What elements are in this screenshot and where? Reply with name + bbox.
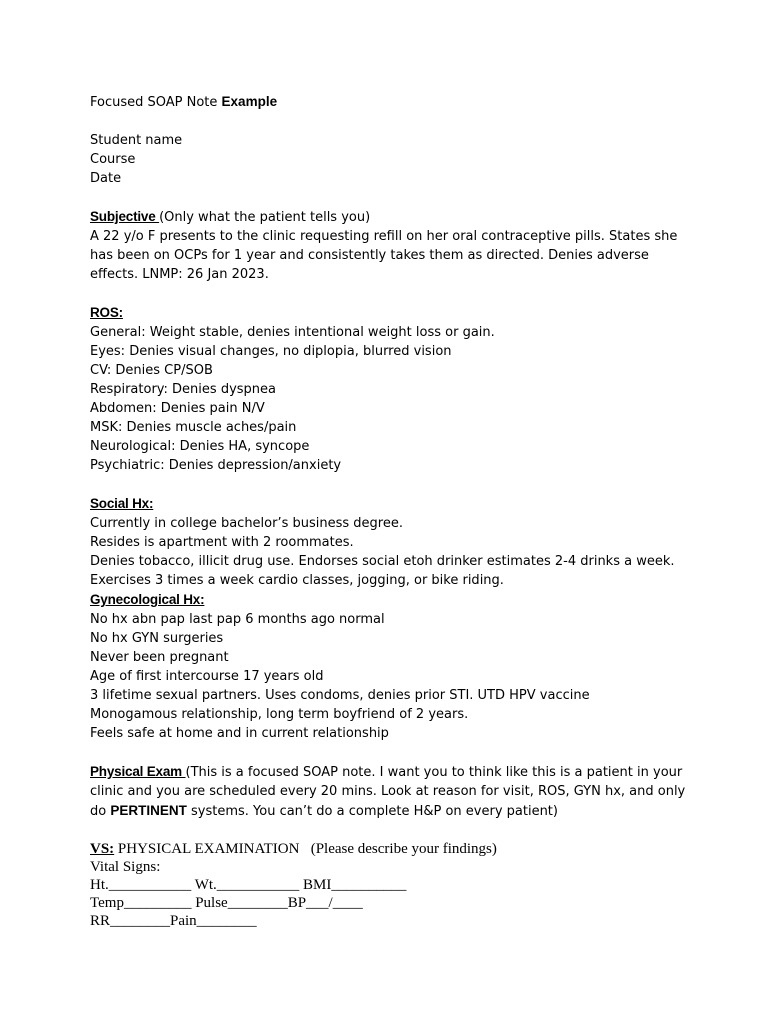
vs-line: Ht.___________ Wt.___________ BMI__________ [90, 877, 407, 893]
ros-item: Eyes: Denies visual changes, no diplopia, blurred vision [90, 344, 452, 359]
subjective-note: (Only what the patient tells you) [159, 210, 371, 225]
physical-exam-text-2: systems. You can’t do a complete H&P on every patient) [186, 804, 558, 819]
social-item: Currently in college bachelor’s business degree. [90, 516, 403, 531]
vs-header [90, 840, 690, 858]
ros-item: Neurological: Denies HA, syncope [90, 439, 310, 454]
vs-heading: VS: [90, 841, 115, 857]
gyn-item: 3 lifetime sexual partners. Uses condoms, denies prior STI. UTD HPV vaccine [90, 688, 590, 703]
vs-line: RR________Pain________ [90, 913, 257, 929]
social-item: Resides is apartment with 2 roommates. [90, 535, 354, 550]
field-date: Date [90, 171, 122, 186]
ros-item: CV: Denies CP/SOB [90, 363, 213, 378]
vs-line: Vital Signs: [90, 859, 161, 875]
ros-item: MSK: Denies muscle aches/pain [90, 420, 297, 435]
field-student-name: Student name [90, 133, 183, 148]
title-prefix: Focused SOAP Note [90, 95, 222, 110]
gyn-item: No hx GYN surgeries [90, 631, 224, 646]
document-page [90, 92, 690, 930]
social-heading: Social Hx: [90, 496, 154, 511]
ros-heading: ROS: [90, 305, 123, 320]
subjective-heading: Subjective [90, 209, 160, 224]
gyn-item: Age of first intercourse 17 years old [90, 669, 324, 684]
social-item: Denies tobacco, illicit drug use. Endorses social etoh drinker estimates 2-4 drinks a week. [90, 554, 675, 569]
ros-item: Abdomen: Denies pain N/V [90, 401, 265, 416]
physical-exam-text-1: (This is a focused SOAP note. I want you to think like this is a patient in your clinic and you are scheduled every 20 mins. Look at reason for visit, ROS, GYN hx, and only do [90, 765, 686, 819]
physical-exam-heading: Physical Exam [90, 764, 186, 779]
subjective-header [90, 207, 690, 227]
gyn-item: Never been pregnant [90, 650, 229, 665]
title-bold: Example [221, 94, 278, 109]
physical-exam-bold: PERTINENT [110, 803, 187, 818]
gyn-item: No hx abn pap last pap 6 months ago normal [90, 612, 385, 627]
vs-text: PHYSICAL EXAMINATION (Please describe your findings) [114, 841, 497, 857]
vs-line: Temp_________ Pulse________BP___/____ [90, 895, 363, 911]
document-title [90, 92, 690, 112]
physical-exam-paragraph [90, 762, 690, 821]
vital-signs-section [90, 840, 690, 930]
field-course: Course [90, 152, 136, 167]
gyn-item: Feels safe at home and in current relationship [90, 726, 389, 741]
subjective-text: A 22 y/o F presents to the clinic requesting refill on her oral contraceptive pills. States she has been on OCPs for 1 year and consistently takes them as directed. Denies adverse effects. LNMP: 26 Jan 2023. [90, 229, 678, 282]
ros-item: Psychiatric: Denies depression/anxiety [90, 458, 342, 473]
ros-item: General: Weight stable, denies intentional weight loss or gain. [90, 325, 495, 340]
gyn-item: Monogamous relationship, long term boyfriend of 2 years. [90, 707, 469, 722]
social-item: Exercises 3 times a week cardio classes, jogging, or bike riding. [90, 573, 504, 588]
gyn-heading: Gynecological Hx: [90, 592, 205, 607]
ros-item: Respiratory: Denies dyspnea [90, 382, 276, 397]
